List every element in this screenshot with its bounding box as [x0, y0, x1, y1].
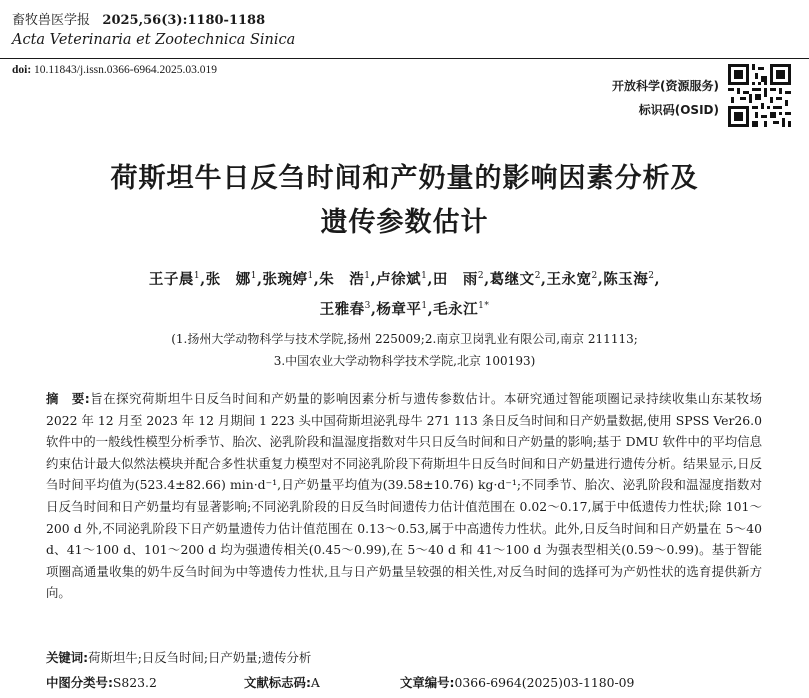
- author-line2: 王雅春$^3$,杨章平$^1$,毛永江$^{1*}$: [319, 301, 490, 318]
- qr-code-icon[interactable]: [728, 64, 791, 127]
- paper-title-line2: 遗传参数估计: [320, 207, 489, 238]
- doi-value[interactable]: 10.11843/j.issn.0366-6964.2025.03.019: [34, 64, 217, 76]
- author: 陈玉海: [603, 271, 649, 288]
- author: 王永宽: [546, 271, 592, 288]
- keywords: [46, 648, 311, 666]
- author: 王雅春: [319, 301, 365, 318]
- author: 田 雨: [432, 271, 478, 288]
- doi-line: [12, 64, 217, 76]
- affiliation-line1: (1.扬州大学动物科学与技术学院,扬州 225009;2.南京卫岗乳业有限公司,南京 211113;: [171, 332, 638, 346]
- document-code: 文献标志码:A: [244, 675, 320, 690]
- paper-title-line1: 荷斯坦牛日反刍时间和产奶量的影响因素分析及: [110, 163, 699, 194]
- header-rule: [0, 58, 809, 59]
- abstract: [46, 388, 762, 604]
- doi-label: doi:: [12, 64, 32, 76]
- author: 朱 浩: [319, 271, 365, 288]
- author: 毛永江: [433, 301, 479, 318]
- article-number: 文章编号:0366-6964(2025)03-1180-09: [400, 675, 635, 690]
- abstract-text: 旨在探究荷斯坦牛日反刍时间和产奶量的影响因素分析与遗传参数估计。本研究通过智能项圈记录持续收集山东某牧场 2022 年 12 月至 2023 年 12 月期间 1 223 头中国荷斯坦泌乳母牛 271 113 条日反刍时间和日产奶量数据,使用 SPSS Ver26.0 软件中的一般线性模型分析季节、胎次、泌乳阶段和温湿度指数对牛只日反刍时间和日产奶量的影响;基于 DMU 软件中的平均信息约束估计最大似然法模块并配合多性状重复力模型对不同泌乳阶段下荷斯坦牛日反刍时间和日产奶量进行遗传分析。结果显示,日反刍时间平均值为(523.4±82.66) min·d⁻¹,日产奶量平均值为(39.58±10.76) kg·d⁻¹;不同季节、胎次、泌乳阶段和温湿度指数对日反刍时间和日产奶量均有显著影响;不同泌乳阶段的日反刍时间遗传力估计值范围在 0.02～0.17,属于中低遗传力性状;除 101～200 d 外,不同泌乳阶段下日产奶量遗传力估计值范围在 0.13～0.53,属于中高遗传力性状。此外,日反刍时间和日产奶量在 5～40 d、41～100 d、101～200 d 均为强遗传相关(0.45～0.99),在 5～40 d 和 41～100 d 为强表型相关(0.59～0.99)。基于智能项圈高通量收集的奶牛反刍时间为中等遗传力性状,且与日产奶量呈较强的相关性,对反刍时间的选择可为产奶性状的选育提供新方向。: [46, 391, 762, 601]
- author-line1: 王子晨$^1$,张 娜$^1$,张琬婷$^1$,朱 浩$^1$,卢徐斌$^1$,田 雨$^2$,葛继文$^2$,王永宽$^2$,陈玉海$^2$,: [148, 271, 661, 288]
- abstract-label: 摘 要:: [46, 391, 90, 406]
- journal-header: [12, 9, 265, 28]
- author: 葛继文: [489, 271, 535, 288]
- author: 张琬婷: [262, 271, 308, 288]
- author: 杨章平: [376, 301, 422, 318]
- affiliation-line2: 3.中国农业大学动物科学技术学院,北京 100193): [273, 354, 536, 368]
- osid-block: [612, 74, 719, 122]
- keywords-label: 关键词:: [46, 650, 89, 665]
- volume-info: 2025,56(3):1180-1188: [102, 13, 266, 28]
- author: 王子晨: [148, 271, 194, 288]
- author: 张 娜: [205, 271, 251, 288]
- journal-name-cn: 畜牧兽医学报: [12, 13, 91, 28]
- osid-line1: 开放科学(资源服务): [612, 79, 719, 93]
- keywords-text: 荷斯坦牛;日反刍时间;日产奶量;遗传分析: [88, 650, 312, 665]
- journal-name-en: Acta Veterinaria et Zootechnica Sinica: [12, 32, 296, 48]
- clc-number: 中图分类号:S823.2: [46, 675, 157, 690]
- osid-line2: 标识码(OSID): [638, 103, 719, 117]
- author: 卢徐斌: [376, 271, 422, 288]
